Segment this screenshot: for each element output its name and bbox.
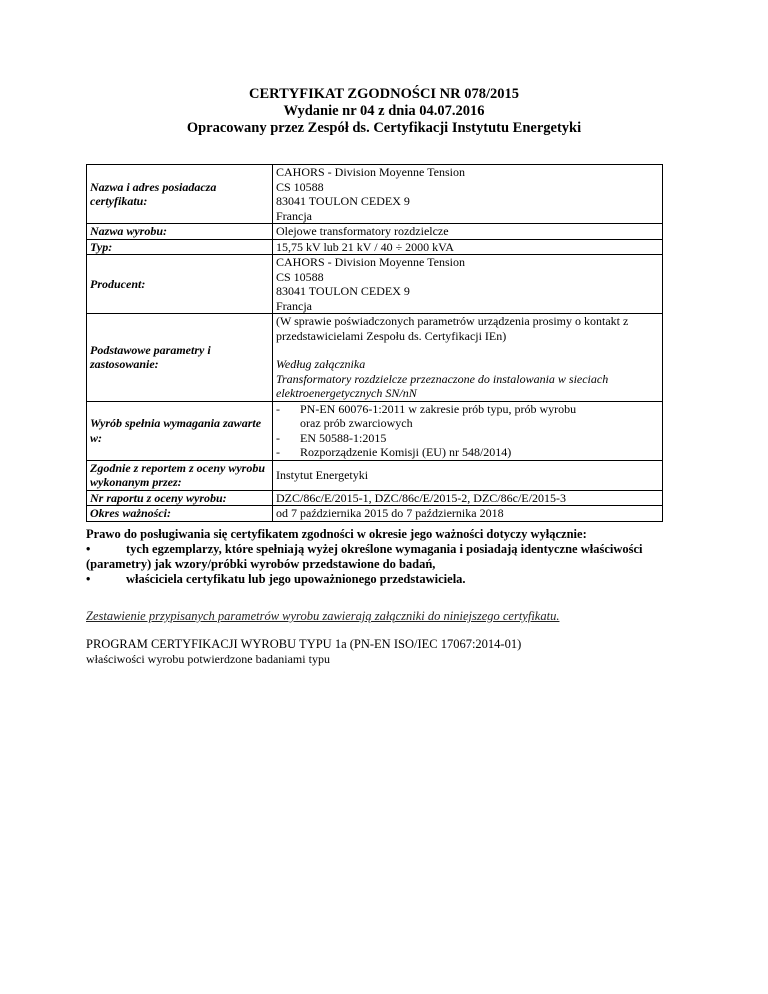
report-no-value: DZC/86c/E/2015-1, DZC/86c/E/2015-2, DZC/86c/E/2015-3 <box>273 490 663 506</box>
producer-line: 83041 TOULON CEDEX 9 <box>276 284 410 298</box>
certificate-table <box>86 164 663 522</box>
producer-line: Francja <box>276 298 312 313</box>
params-note: (W sprawie poświadczonych parametrów urządzenia prosimy o kontakt z przedstawicielami Zespołu ds. Certyfikacji IEn) <box>276 314 629 343</box>
program-title: PROGRAM CERTYFIKACJI WYROBU TYPU 1a (PN-EN ISO/IEC 17067:2014-01) <box>86 637 522 651</box>
row-validity <box>87 506 663 522</box>
row-type <box>87 239 663 255</box>
type-label: Typ: <box>87 239 273 255</box>
rights-intro: Prawo do posługiwania się certyfikatem zgodności w okresie jego ważności dotyczy wyłącznie: <box>86 527 587 541</box>
row-product <box>87 224 663 240</box>
rights-item-1-cont: (parametry) jak wzory/próbki wyrobów przedstawione do badań, <box>86 557 436 571</box>
validity-value: od 7 października 2015 do 7 października 2018 <box>273 506 663 522</box>
producer-line: CS 10588 <box>276 269 324 284</box>
holder-line: 83041 TOULON CEDEX 9 <box>276 194 410 208</box>
row-producer <box>87 255 663 314</box>
params-attachment: Według załącznika <box>276 357 366 371</box>
requirement-dash: - <box>276 445 280 459</box>
requirement-text: Rozporządzenie Komisji (EU) nr 548/2014) <box>300 445 512 459</box>
params-label: Podstawowe parametry i zastosowanie: <box>87 314 273 402</box>
requirement-dash: - <box>276 401 280 416</box>
report-by-label: Zgodnie z reportem z oceny wyrobu wykonanym przez: <box>87 460 273 490</box>
holder-line: Francja <box>276 208 312 223</box>
holder-value <box>273 165 663 224</box>
certificate-title: CERTYFIKAT ZGODNOŚCI NR 078/2015 <box>248 86 520 102</box>
row-params <box>87 314 663 402</box>
type-value: 15,75 kV lub 21 kV / 40 ÷ 2000 kVA <box>273 239 663 255</box>
holder-label: Nazwa i adres posiadacza certyfikatu: <box>87 165 273 224</box>
holder-line: CAHORS - Division Moyenne Tension <box>276 165 465 179</box>
rights-item-1 <box>86 542 643 557</box>
producer-line: CAHORS - Division Moyenne Tension <box>276 255 465 269</box>
rights-item-1-text: tych egzemplarzy, które spełniają wyżej określone wymagania i posiadają identyczne właściwości <box>126 542 643 556</box>
validity-label: Okres ważności: <box>87 506 273 522</box>
requirement-text: PN-EN 60076-1:2011 w zakresie prób typu, prób wyrobu <box>300 401 577 416</box>
requirement-cont: oraz prób zwarciowych <box>300 416 413 430</box>
requirements-label: Wyrób spełnia wymagania zawarte w: <box>87 401 273 460</box>
requirement-item <box>276 402 662 417</box>
producer-value <box>273 255 663 314</box>
product-label: Nazwa wyrobu: <box>87 224 273 240</box>
rights-item-2 <box>86 572 466 587</box>
producer-label: Producent: <box>87 255 273 314</box>
edition-line: Wydanie nr 04 z dnia 04.07.2016 <box>283 103 485 119</box>
params-value <box>273 314 663 402</box>
bullet: • <box>86 542 91 556</box>
row-report-by <box>87 460 663 490</box>
row-requirements <box>87 401 663 460</box>
report-no-label: Nr raportu z oceny wyrobu: <box>87 490 273 506</box>
requirement-text: EN 50588-1:2015 <box>300 430 387 445</box>
product-value: Olejowe transformatory rozdzielcze <box>273 224 663 240</box>
bullet: • <box>86 572 91 586</box>
attachments-note: Zestawienie przypisanych parametrów wyrobu zawierają załączniki do niniejszego certyfikatu. <box>86 609 560 623</box>
requirement-item <box>276 431 662 446</box>
requirements-value <box>273 401 663 460</box>
row-holder <box>87 165 663 224</box>
prepared-by-line: Opracowany przez Zespół ds. Certyfikacji Instytutu Energetyki <box>186 120 582 136</box>
requirement-item <box>276 445 662 460</box>
report-by-value: Instytut Energetyki <box>273 460 663 490</box>
row-report-no <box>87 490 663 506</box>
requirement-dash: - <box>276 430 280 445</box>
holder-line: CS 10588 <box>276 179 324 194</box>
program-subtitle: właściwości wyrobu potwierdzone badaniami typu <box>86 652 330 666</box>
params-application: Transformatory rozdzielcze przeznaczone do instalowania w sieciach elektroenergetycznych SN/nN <box>276 371 609 400</box>
rights-item-2-text: właściciela certyfikatu lub jego upoważnionego przedstawiciela. <box>126 572 466 586</box>
